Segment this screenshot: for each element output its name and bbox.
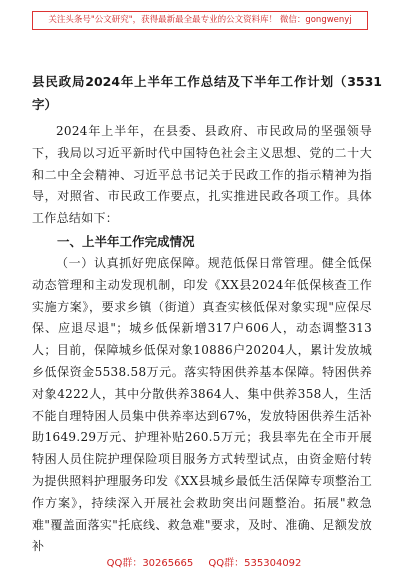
intro-paragraph: 2024年上半年，在县委、县政府、市民政局的坚强领导下，我局以习近平新时代中国特色社会主义思想、党的二十大和二中全会精神、习近平总书记关于民政工作的指示精神为指导，对照省、市民政工作要点，扎实推进民政各项工作。具体工作总结如下：: [32, 124, 372, 226]
document-title: 县民政局2024年上半年工作总结及下半年工作计划（3531字）: [32, 74, 382, 112]
qq-group-1: QQ群：30265665: [106, 558, 194, 569]
promo-banner: 关注头条号"公文研究"，获得最新最全最专业的公文资料库！ 微信：gongwenyj: [32, 11, 368, 30]
qq-group-2: QQ群：535304092: [208, 558, 302, 569]
document-body: [32, 121, 372, 558]
footer-contacts: [0, 554, 408, 569]
section-heading: 一、上半年工作完成情况: [57, 233, 195, 249]
section-paragraph: （一）认真抓好兜底保障。规范低保日常管理。健全低保动态管理和主动发现机制，印发《XX县2024年低保核查工作实施方案》，要求乡镇（街道）真查实核低保对象实现"应保尽保、应退尽退"；城乡低保新增317户606人，动态调整313人；目前，保障城乡低保对象10886户20204人，累计发放城乡低保资金5538.58万元。落实特困供养基本保障。特困供养对象4222人，其中分散供养3864人、集中供养358人，生活不能自理特困人员集中供养率达到67%，发放特困供养生活补助1649.29万元、护理补贴260.5万元；我县率先在全市开展特困人员住院护理保险项目服务方式转型试点，由资金赔付转为提供照料护理服务印发《XX县城乡最低生活保障专项整治工作方案》，持续深入开展社会救助突出问题整治。拓展"救急难"覆盖面落实"托底线、救急难"要求，及时、准确、足额发放补: [32, 255, 372, 554]
